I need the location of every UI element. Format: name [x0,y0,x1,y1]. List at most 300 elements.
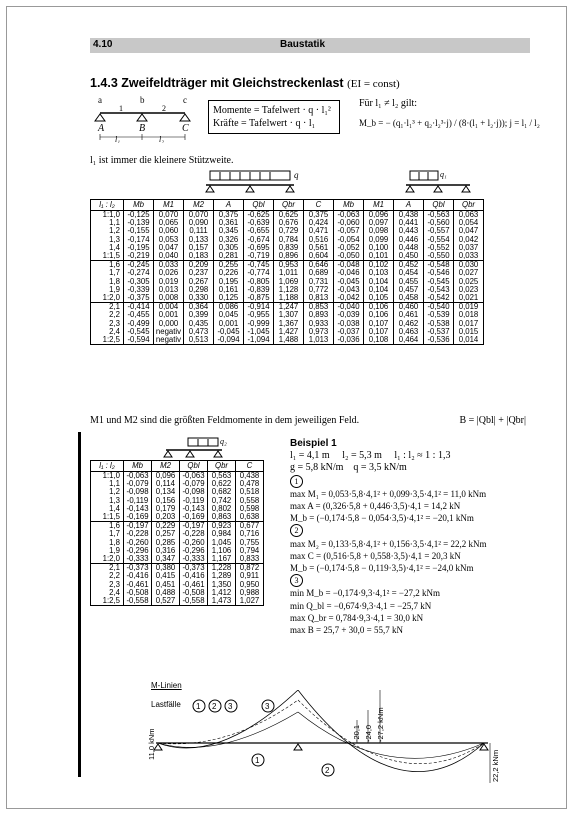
t2-cell: 1:1,0 [102,471,120,480]
t1-cell: -0,155 [124,227,154,235]
t1-cell: 0,096 [364,211,394,220]
t1-cell: 0,455 [394,278,424,286]
section-title: Baustatik [280,39,326,50]
t1-cell: -0,174 [124,236,154,244]
example-loads [290,462,487,474]
t1-cell: 0,086 [214,303,244,312]
t2-cell: 0,527 [152,597,180,606]
curve-label-1: 1 [255,756,260,765]
t1-cell: 1:2,5 [102,335,120,345]
result-maxM2: max M₂ = 0,133·5,8·4,1² + 0,156·3,5·4,1² = 22,2 kNm [290,538,487,549]
t2-cell: -0,333 [124,555,152,564]
result-maxC: max C = (0,516·5,8 + 0,558·3,5)·4,1 = 20,3 kN [290,550,461,561]
t1-cell: 1,069 [274,278,304,286]
t1-cell: -0,040 [334,303,364,312]
t1-cell: 0,090 [184,219,214,227]
t1-cell: 0,463 [394,328,424,336]
t1-cell: 0,281 [214,252,244,261]
t1-cell: -0,043 [334,286,364,294]
t1-header-cell: C [304,200,334,211]
t1-cell: 0,106 [364,311,394,319]
span-note: l₁ ist immer die kleinere Stützweite. [90,155,234,166]
result-minQbl: min Q_bl = −0,674·9,3·4,1 = −25,7 kN [290,600,432,611]
t1-cell: -0,554 [424,236,454,244]
t1-cell: -0,305 [124,278,154,286]
label-l2: l₂ [159,135,165,143]
t1-cell: 0,106 [364,303,394,312]
t1-cell: 0,027 [454,269,484,277]
t1-cell: -0,455 [124,311,154,319]
t1-cell: -0,695 [244,244,274,252]
t2-cell: 0,755 [236,539,264,547]
t2-cell: 0,638 [236,513,264,522]
t2-cell: 0,911 [236,572,264,580]
t1-cell: -0,036 [334,336,364,345]
t1-cell: 0,000 [154,320,184,328]
result-maxA: max A = (0,326·5,8 + 0,446·3,5)·4,1 = 14,2 kN [290,501,461,512]
t1-cell: -0,274 [124,269,154,277]
t1-header-cell: l₁ : l₂ [91,200,124,211]
t2-cell: 0,415 [152,572,180,580]
t1-cell: 0,772 [304,286,334,294]
t2-cell: 0,984 [208,530,236,538]
t2-cell: 1,7 [109,529,120,539]
t1-cell: 0,105 [364,294,394,303]
t1-cell: 0,107 [364,320,394,328]
t1-cell: -0,560 [424,219,454,227]
t2-cell: 1,412 [208,589,236,597]
t1-cell: 0,133 [184,236,214,244]
t1-cell: 0,464 [394,336,424,345]
t1-cell: -0,060 [334,219,364,227]
t1-cell: 0,033 [154,261,184,270]
t2-cell: 1,228 [208,564,236,573]
value-field1: 11,0 kNm [147,728,156,760]
case2-row [290,524,487,537]
t1-cell: 0,399 [184,311,214,319]
t2-cell: 1,8 [109,537,120,547]
t1-cell: 0,025 [454,278,484,286]
t2-cell: -0,508 [180,589,208,597]
t1-cell: -0,999 [244,320,274,328]
t1-cell: 0,098 [364,227,394,235]
value-field2: 22,2 kNm [491,749,500,782]
t2-cell: 2,1 [109,563,120,573]
t2-cell: 0,179 [152,505,180,513]
case3-row [290,574,487,587]
t1-cell: 0,099 [364,236,394,244]
t2-cell: 0,518 [236,488,264,496]
t2-cell: -0,119 [124,497,152,505]
t1-cell: 0,458 [394,294,424,303]
t1-cell: -1,094 [244,336,274,345]
t1-cell: 0,001 [214,320,244,328]
t1-cell: -0,052 [334,244,364,252]
t2-cell: 1,045 [208,539,236,547]
t1-cell: 0,237 [184,269,214,277]
t2-cell: 1,473 [208,597,236,606]
t1-cell: 1,3 [109,234,120,244]
section-header [90,38,530,53]
t2-cell: -0,260 [180,539,208,547]
t1-cell: 0,448 [394,244,424,252]
t2-cell: 0,438 [236,472,264,481]
t2-cell: 1,4 [109,503,120,513]
t1-cell: -0,543 [424,286,454,294]
t2-cell: 0,677 [236,522,264,531]
t2-cell: 1,9 [109,545,120,555]
t2-header-cell: Qbl [180,461,208,472]
t1-cell: -0,745 [244,261,274,270]
t2-cell: -0,197 [124,522,152,531]
t1-cell: 0,424 [304,219,334,227]
diagram-mlinien: M-Linien [151,681,182,690]
t1-cell: 0,853 [304,303,334,312]
formula-condition: Für l₁ ≠ l₂ gilt: [359,98,418,109]
t2-cell: 1,1 [109,479,120,489]
t2-cell: -0,098 [124,488,152,496]
legend-c3b: 3 [265,702,270,711]
t1-cell: 0,473 [184,328,214,336]
result-maxM1: max M₁ = 0,053·5,8·4,1² + 0,099·3,5·4,1² = 11,0 kNm [290,488,487,499]
formula-mb: M_b = − (q₁·l₁³ + q₂·l₂³·j) / (8·(l₁ + l₂·j)); j = l₁ / l₂ [359,118,540,128]
label-field1: 1 [119,104,123,113]
t2-header-cell: l₁ : l₂ [91,461,124,472]
t1-cell: 0,784 [274,236,304,244]
t1-cell: 0,454 [394,269,424,277]
case1-marker: 1 [290,475,303,488]
t2-cell: -0,079 [180,480,208,488]
table-main [90,199,484,345]
t1-header-cell: M2 [184,200,214,211]
t1-cell: -0,914 [244,303,274,312]
t1-cell: 0,457 [394,286,424,294]
t2-cell: 0,451 [152,581,180,589]
t1-cell: 0,446 [394,236,424,244]
footnote-right: B = |Qbl| + |Qbr| [459,415,526,426]
t1-cell: 0,017 [454,320,484,328]
t2-cell: -0,416 [180,572,208,580]
t1-cell: 0,021 [454,294,484,303]
t2-header-cell: M2 [152,461,180,472]
t2-cell: 0,257 [152,530,180,538]
t1-cell: -0,048 [334,261,364,270]
t1-cell: -0,057 [334,227,364,235]
t1-cell: 0,030 [454,261,484,270]
t1-cell: 0,070 [184,211,214,220]
t2-cell: 0,794 [236,547,264,555]
t2-cell: -0,373 [124,564,152,573]
t1-cell: -0,245 [124,261,154,270]
t1-header-cell: Qbl [244,200,274,211]
t1-cell: 0,102 [364,261,394,270]
t1-cell: 0,195 [214,278,244,286]
t2-cell: 2,3 [109,579,120,589]
t2-cell: -0,063 [180,472,208,481]
result-mb2: M_b = (−0,174·5,8 − 0,119·3,5)·4,1² = −24,0 kNm [290,563,474,574]
t1-cell: 1,1 [109,218,120,228]
value-m2: -24,0 [364,724,373,742]
t1-cell: 0,305 [214,244,244,252]
t1-cell: 0,461 [394,311,424,319]
label-l1: l₁ [115,135,121,143]
t1-cell: -0,955 [244,311,274,319]
t1-cell: -0,094 [214,336,244,345]
t2-cell: 2,2 [109,571,120,581]
t2-cell: -0,558 [180,597,208,606]
t1-cell: -0,038 [334,320,364,328]
t1-cell: 0,450 [394,252,424,261]
t1-cell: -0,594 [124,336,154,345]
t1-cell: 0,375 [214,211,244,220]
q2-label: q₂ [220,437,227,446]
t1-cell: -0,557 [424,227,454,235]
t1-cell: 1,128 [274,286,304,294]
t1-cell: 0,226 [214,269,244,277]
t2-cell: 1:2,5 [102,596,120,606]
t1-cell: 0,157 [184,244,214,252]
t2-cell: -0,373 [180,564,208,573]
t1-cell: 0,047 [154,244,184,252]
t1-cell: -0,125 [124,211,154,220]
t1-cell: 0,004 [154,303,184,312]
t2-cell: 0,478 [236,480,264,488]
t2-cell: 1:2,0 [91,555,124,564]
t1-cell: 0,689 [304,269,334,277]
t1-cell: 1,488 [274,336,304,345]
t1-cell: -0,536 [424,336,454,345]
t1-cell: -0,537 [424,328,454,336]
label-C: C [182,123,189,134]
t1-cell: 0,255 [214,261,244,270]
beam-sketch [88,95,200,143]
diagram-lastfaelle: Lastfälle [151,700,181,709]
t1-cell: 0,101 [364,252,394,261]
label-B: B [139,123,146,134]
t1-cell: 0,298 [184,286,214,294]
t1-cell: 0,267 [184,278,214,286]
t1-cell: 0,111 [184,227,214,235]
t2-cell: 0,203 [152,513,180,522]
result-maxQbr: max Q_br = 0,784·9,3·4,1 = 30,0 kN [290,612,424,623]
t2-cell: 0,316 [152,547,180,555]
t1-cell: 1,4 [109,242,120,252]
t1-cell: 0,104 [364,286,394,294]
legend-c2: 2 [212,702,217,711]
label-c: c [183,95,187,105]
t1-cell: 0,438 [394,211,424,220]
t1-cell: negativ [154,336,184,345]
t1-header-cell: A [394,200,424,211]
t1-cell: -0,195 [124,244,154,252]
title-sub: (EI = const) [347,78,400,90]
t1-cell: 0,018 [454,311,484,319]
t2-cell: 0,488 [152,589,180,597]
t1-cell: -0,639 [244,219,274,227]
t2-cell: 0,563 [208,472,236,481]
t1-cell: -0,545 [424,278,454,286]
t1-cell: 0,435 [184,320,214,328]
t1-cell: 0,042 [454,236,484,244]
t1-cell: 0,023 [454,286,484,294]
t2-cell: 0,716 [236,530,264,538]
t1-cell: 0,375 [304,211,334,220]
t2-cell: 0,988 [236,589,264,597]
table-second [90,460,264,606]
t1-cell: 0,033 [454,252,484,261]
moment-diagram [118,690,513,785]
t2-cell: 0,380 [152,564,180,573]
t2-cell: 1:1,5 [91,513,124,522]
t1-header-cell: M1 [364,200,394,211]
label-b: b [140,95,145,105]
t1-cell: 0,026 [154,269,184,277]
t2-cell: 1,2 [109,487,120,497]
section-number: 4.10 [93,39,113,50]
t1-cell: 0,893 [304,311,334,319]
t1-cell: -0,499 [124,320,154,328]
t1-header-cell: A [214,200,244,211]
curve-label-2: 2 [325,766,330,775]
t1-cell: 0,054 [454,219,484,227]
t2-cell: 0,802 [208,505,236,513]
t1-cell: 1,9 [109,284,120,294]
t1-cell: 1,188 [274,294,304,303]
t1-cell: 0,104 [364,278,394,286]
legend-c3: 3 [228,702,233,711]
t1-cell: 0,019 [154,278,184,286]
t1-cell: 0,209 [184,261,214,270]
t1-cell: -0,538 [424,320,454,328]
t1-cell: 1,367 [274,320,304,328]
t2-cell: 0,134 [152,488,180,496]
t1-cell: -0,719 [244,252,274,261]
t1-cell: -0,414 [124,303,154,312]
t1-cell: 0,625 [274,211,304,220]
t1-row [91,336,484,345]
t2-cell: -0,169 [180,513,208,522]
result-minMb: min M_b = −0,174·9,3·4,1² = −27,2 kNm [290,588,440,599]
t1-cell: 0,326 [214,236,244,244]
t1-cell: 1:1,0 [102,210,120,219]
t2-cell: -0,063 [124,472,152,481]
t1-cell: 0,973 [304,328,334,336]
t1-header-cell: Qbr [454,200,484,211]
t2-cell: -0,416 [124,572,152,580]
t1-cell: 0,839 [274,244,304,252]
t2-cell: 0,682 [208,488,236,496]
t2-cell: -0,461 [124,581,152,589]
tafel-line-2: Kräfte = Tafelwert · q · l₁ [213,118,316,129]
t1-cell: 0,019 [454,303,484,312]
t1-cell: -0,774 [244,269,274,277]
label-a: a [98,95,102,105]
load-pictogram-field1 [398,168,478,198]
table-footnote [90,415,530,426]
t1-cell: 2,2 [109,310,120,320]
example-g: g = 5,8 kN/m [290,462,344,474]
t1-cell: 0,731 [304,278,334,286]
t2-cell: 1,106 [208,547,236,555]
t2-cell: -0,296 [180,547,208,555]
t1-header-row [91,200,484,211]
t1-cell: 0,045 [214,311,244,319]
t1-cell: 0,729 [274,227,304,235]
t1-cell: -0,548 [424,261,454,270]
t1-cell: 0,561 [304,244,334,252]
footnote-left: M1 und M2 sind die größten Feldmomente in dem jeweiligen Feld. [90,415,360,426]
t1-cell: 2,1 [109,302,120,312]
t2-cell: 0,347 [152,555,180,564]
t1-cell: 0,953 [274,261,304,270]
t1-cell: 0,014 [454,336,484,345]
t1-cell: 0,107 [364,328,394,336]
t1-cell: 1,011 [274,269,304,277]
t1-cell: -0,219 [124,252,154,261]
t1-cell: 0,100 [364,244,394,252]
left-rule [78,432,81,777]
t1-cell: -0,655 [244,227,274,235]
example-ratio: l₁ : l₂ ≈ 1 : 1,3 [394,450,451,462]
t1-cell: -0,674 [244,236,274,244]
load-pictogram-full [196,168,306,198]
t2-cell: -0,197 [180,522,208,531]
t1-header-cell: Mb [124,200,154,211]
t1-cell: 0,330 [184,294,214,303]
t1-cell: -0,625 [244,211,274,220]
t1-cell: 1,247 [274,303,304,312]
legend-c1: 1 [196,702,201,711]
t1-cell: -0,552 [424,244,454,252]
example-l2: l₂ = 5,3 m [342,450,382,462]
t1-cell: 1:2,0 [91,294,124,303]
load-pictogram-field2 [160,436,240,462]
t1-cell: 0,361 [214,219,244,227]
t2-header-cell: Mb [124,461,152,472]
example-block [290,438,487,636]
t2-cell: -0,228 [124,530,152,538]
tafel-line-1: Momente = Tafelwert · q · l₁² [213,105,331,116]
t1-cell: 0,452 [394,261,424,270]
t1-cell: -0,339 [124,286,154,294]
t1-cell: 0,103 [364,269,394,277]
example-title: Beispiel 1 [290,438,337,449]
t1-cell: 0,896 [274,252,304,261]
t2-cell: 1,3 [109,495,120,505]
t2-cell: -0,098 [180,488,208,496]
t1-cell: -0,054 [334,236,364,244]
t2-cell: 0,558 [236,497,264,505]
t1-cell: 0,183 [184,252,214,261]
t1-cell: -0,050 [334,252,364,261]
t1-cell: 0,161 [214,286,244,294]
t1-cell: 0,345 [214,227,244,235]
t2-cell: -0,228 [180,530,208,538]
value-m1: -20,1 [352,724,361,742]
t1-cell: 2,3 [109,318,120,328]
t2-cell: 0,923 [208,522,236,531]
t1-cell: -0,550 [424,252,454,261]
t2-cell: 1,027 [236,597,264,606]
t1-cell: 1,2 [109,226,120,236]
result-maxB: max B = 25,7 + 30,0 = 55,7 kN [290,625,403,636]
t2-cell: -0,558 [124,597,152,606]
t1-cell: 1,6 [109,260,120,270]
t2-cell: -0,296 [124,547,152,555]
t1-cell: 0,460 [394,303,424,312]
t2-cell: 0,229 [152,522,180,531]
t1-cell: 0,462 [394,320,424,328]
